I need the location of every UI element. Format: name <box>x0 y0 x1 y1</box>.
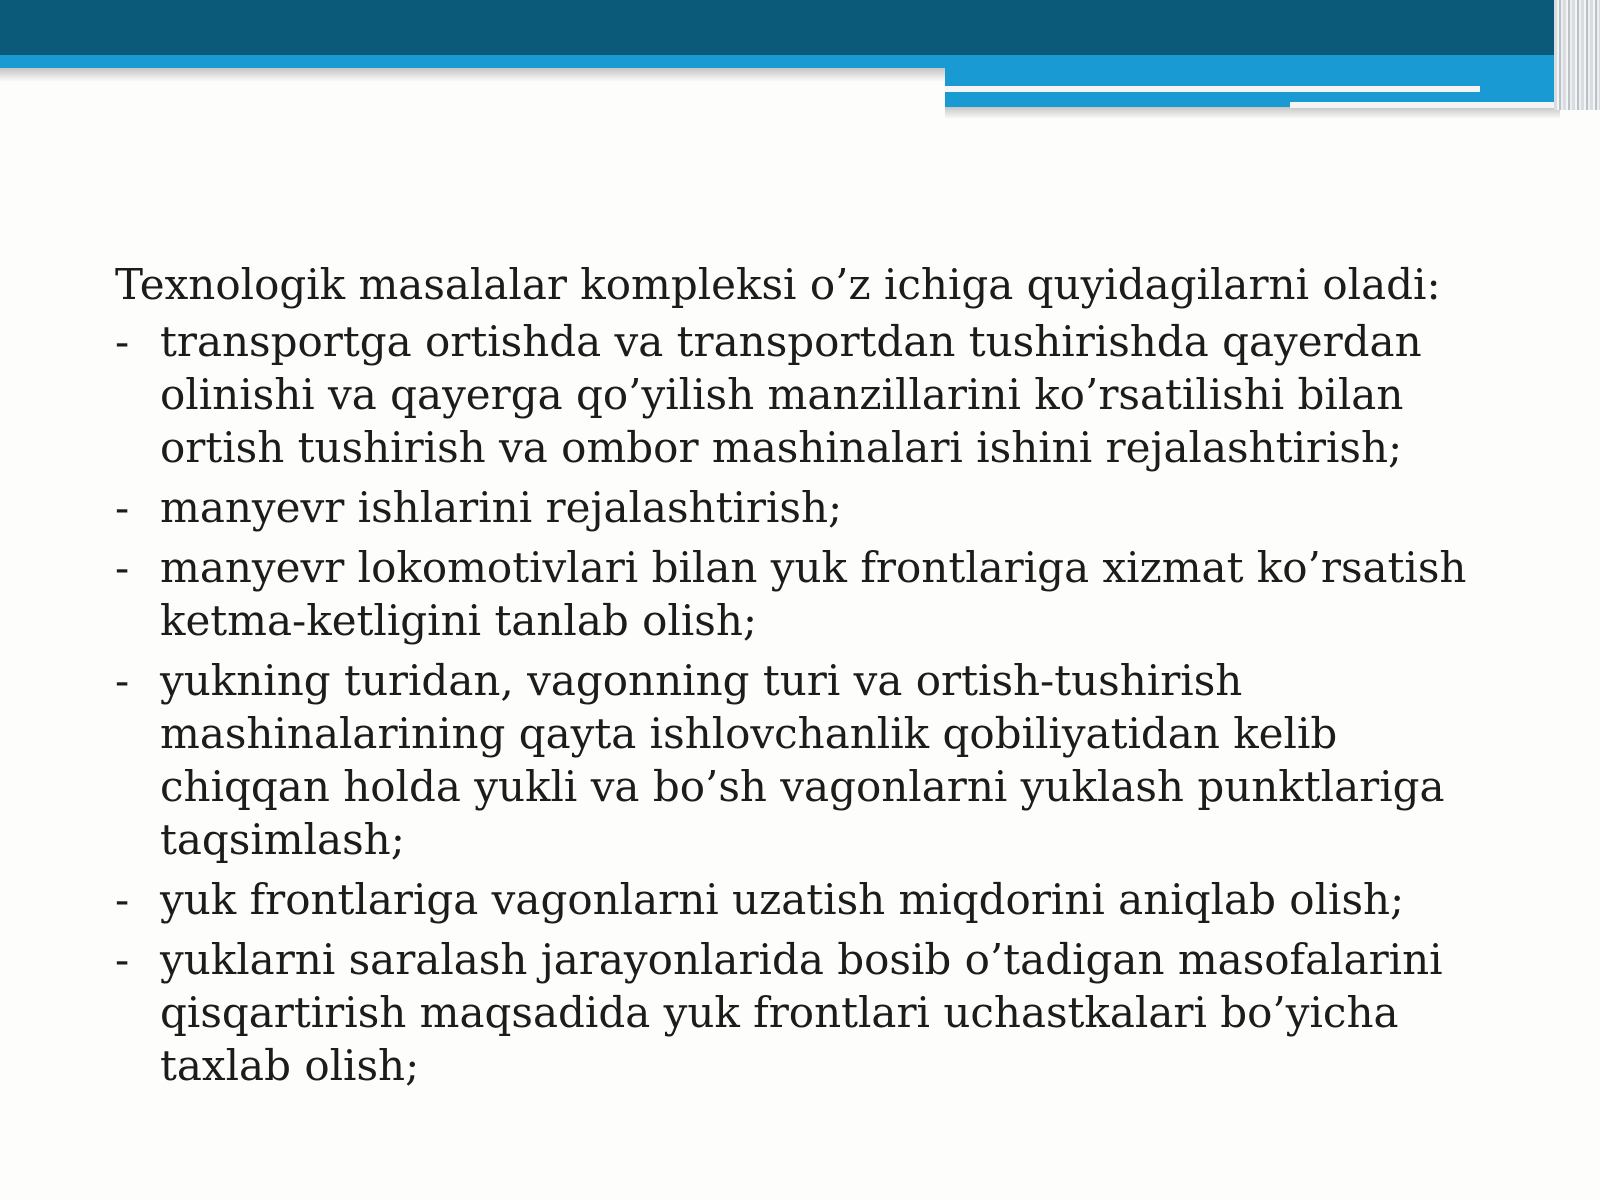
list-item-line: mashinalarining qayta ishlovchanlik qobiliyatidan kelib <box>160 709 1338 758</box>
list-item-line: manyevr ishlarini rejalashtirish; <box>160 483 843 532</box>
bullet-dash: - <box>115 543 130 592</box>
list-item-line: qisqartirish maqsadida yuk frontlari uchastkalari bo’yicha <box>160 988 1399 1037</box>
list-item-line: taxlab olish; <box>160 1041 420 1090</box>
list-item-line: taqsimlash; <box>160 815 405 864</box>
list-item-text <box>160 873 1555 926</box>
header-right-band <box>945 55 1560 107</box>
list-item-text <box>160 933 1555 1092</box>
header-light-band <box>0 55 945 68</box>
list-item-text <box>160 541 1555 647</box>
list-item-text <box>160 481 1555 534</box>
list-item <box>115 654 1555 866</box>
bullet-list <box>115 315 1555 1092</box>
list-item <box>115 315 1555 474</box>
list-item <box>115 481 1555 534</box>
list-item-line: ortish tushirish va ombor mashinalari ishini rejalashtirish; <box>160 423 1403 472</box>
list-item-text <box>160 315 1555 474</box>
intro-text: Texnologik masalalar kompleksi o’z ichiga quyidagilarni oladi: <box>115 260 1441 309</box>
header-accent-line <box>945 86 1480 92</box>
header-dark-band <box>0 0 1560 55</box>
list-item-line: ketma-ketligini tanlab olish; <box>160 596 758 645</box>
list-item-line: yuklarni saralash jarayonlarida bosib o’tadigan masofalarini <box>160 935 1443 984</box>
list-item-line: yukning turidan, vagonning turi va ortish-tushirish <box>160 656 1243 705</box>
list-item-line: olinishi va qayerga qo’yilish manzillarini ko’rsatilishi bilan <box>160 370 1404 419</box>
list-item-line: transportga ortishda va transportdan tushirishda qayerdan <box>160 317 1422 366</box>
bullet-dash: - <box>115 656 130 705</box>
list-item-line: yuk frontlariga vagonlarni uzatish miqdorini aniqlab olish; <box>160 875 1405 924</box>
header-shadow <box>0 68 945 82</box>
list-item-line: chiqqan holda yukli va bo’sh vagonlarni yuklash punktlariga <box>160 762 1445 811</box>
list-item <box>115 541 1555 647</box>
bullet-dash: - <box>115 317 130 366</box>
list-item <box>115 873 1555 926</box>
header-accent-line-short <box>1290 102 1570 108</box>
slide-body <box>115 258 1555 1099</box>
list-item-line: manyevr lokomotivlari bilan yuk frontlariga xizmat ko’rsatish <box>160 543 1467 592</box>
header-stripes-decoration <box>1554 0 1600 110</box>
list-item <box>115 933 1555 1092</box>
header-right-shadow <box>945 107 1560 119</box>
bullet-dash: - <box>115 875 130 924</box>
list-item-text <box>160 654 1555 866</box>
bullet-dash: - <box>115 935 130 984</box>
bullet-dash: - <box>115 483 130 532</box>
